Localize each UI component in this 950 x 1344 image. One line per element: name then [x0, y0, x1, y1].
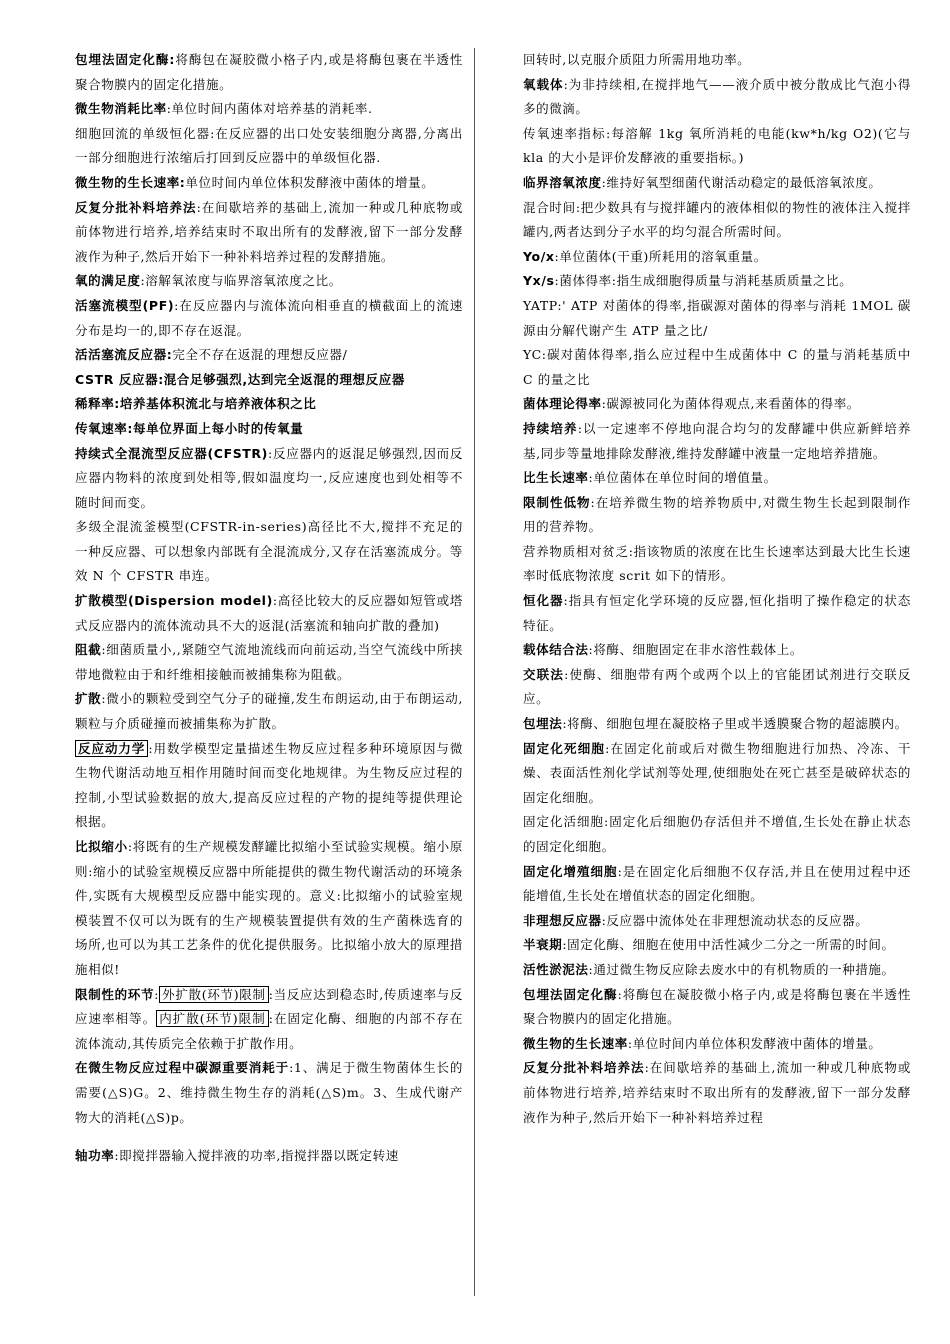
glossary-entry	[75, 48, 463, 97]
glossary-entry	[75, 171, 463, 196]
entry-text: :碳源被同化为菌体得观点,来看菌体的得率。	[601, 396, 860, 412]
boxed-term: 内扩散(环节)限制	[156, 1010, 269, 1027]
entry-term: 微生物消耗比率	[75, 101, 167, 117]
entry-text: :	[154, 986, 160, 1002]
spacer	[75, 1130, 463, 1144]
entry-text: YC:碳对菌体得率,指么应过程中生成菌体中 C 的量与消耗基质中 C 的量之比	[523, 347, 911, 387]
glossary-entry	[75, 97, 463, 122]
glossary-entry	[523, 983, 911, 1032]
entry-text: :将酶、细胞包埋在凝胶格子里或半透膜聚合物的超滤膜内。	[562, 716, 908, 732]
entry-text: :反应器内的返混足够强烈,因而反应器内物料的浓度到处相等,假如温度均一,反应速度也到处相等不随时间而变。	[75, 445, 463, 510]
glossary-entry	[523, 48, 911, 73]
glossary-entry	[523, 417, 911, 466]
entry-text: :单位菌体(干重)所耗用的溶氧重量。	[554, 248, 767, 264]
entry-text: 营养物质相对贫乏:指该物质的浓度在比生长速率达到最大比生长速率时低底物浓度 scrit 如下的情形。	[523, 543, 911, 584]
entry-text: :即搅拌器输入搅拌液的功率,指搅拌器以既定转速	[114, 1148, 399, 1164]
entry-text: :将既有的生产规模发酵罐比拟缩小至试验实规模。缩小原则:缩小的试验室规模反应器中所能提供的微生物代谢活动的环境条件,实既有大规模型反应器中能实现的。意义:比拟缩小的试验室规模装置不仅可以为既有的生产规模装置提供有效的生产菌株选育的场所,也可以为其工艺条件的优化提供服务。比拟缩小放大的原理措施相似!	[75, 839, 464, 977]
glossary-entry	[523, 737, 911, 811]
entry-term: 轴功率	[75, 1148, 115, 1164]
entry-text: :高径比较大的反应器如短管或塔式反应器内的流体流动具不大的返混(活塞流和轴向扩散的叠加)	[75, 593, 464, 633]
entry-text: :微小的颗粒受到空气分子的碰撞,发生布朗运动,由于布朗运动,颗粒与介质碰撞而被捕集称为扩散。	[75, 691, 463, 732]
glossary-entry	[75, 294, 463, 343]
entry-text: :是在固定化后细胞不仅存活,并且在使用过程中还能增值,生长处在增值状态的固定化细胞。	[523, 863, 911, 904]
entry-term: 持续式全混流型反应器(CFSTR)	[75, 445, 268, 461]
entry-text: :将酶、细胞固定在非水溶性载体上。	[588, 642, 803, 658]
entry-term: 半衰期	[523, 937, 563, 953]
entry-text: 传氧速率指标:每溶解 1kg 氧所消耗的电能(kw*h/kg O2)(它与 kla 的大小是评价发酵液的重要指标。)	[523, 125, 911, 166]
entry-term: 固定化增殖细胞	[523, 863, 618, 879]
entry-term: 载体结合法	[523, 642, 589, 658]
entry-term: 氧载体	[523, 76, 564, 92]
glossary-entry	[523, 269, 911, 294]
entry-term: 菌体理论得率	[523, 396, 602, 412]
entry-term: 包埋法	[523, 716, 563, 732]
entry-term: 活性淤泥法	[523, 961, 589, 977]
glossary-entry	[75, 442, 463, 516]
glossary-entry	[75, 687, 463, 736]
entry-text: :指具有恒定化学环境的反应器,恒化指明了操作稳定的状态特征。	[523, 593, 911, 633]
glossary-entry	[75, 835, 463, 983]
entry-term: 包埋法固定化酶:	[75, 52, 175, 67]
glossary-entry	[75, 417, 463, 442]
entry-text: 将酶包在凝胶微小格子内,或是将酶包裹在半透性聚合物膜内的固定化措施。	[75, 52, 463, 92]
entry-term: 活塞流模型(PF)	[75, 297, 175, 313]
entry-text: 回转时,以克服介质阻力所需用地功率。	[523, 52, 751, 67]
left-column	[75, 48, 463, 1169]
entry-term: 扩散模型(Dispersion model)	[75, 593, 273, 609]
entry-text: :将酶包在凝胶微小格子内,或是将酶包裹在半透性聚合物膜内的固定化措施。	[523, 986, 911, 1027]
entry-text: :单位时间内单位体积发酵液中菌体的增量。	[627, 1035, 882, 1051]
entry-term: Yo/x	[523, 248, 555, 264]
entry-term: 扩散	[75, 691, 102, 707]
entry-text: :单位菌体在单位时间的增值量。	[588, 470, 777, 486]
glossary-entry	[523, 392, 911, 417]
entry-text: :反应器中流体处在非理想流动状态的反应器。	[601, 912, 869, 928]
entry-text: 完全不存在返混的理想反应器/	[172, 347, 348, 363]
glossary-entry	[523, 933, 911, 958]
glossary-entry	[523, 1032, 911, 1057]
glossary-entry	[523, 491, 911, 540]
entry-text: :使酶、细胞带有两个或两个以上的官能团试剂进行交联反应。	[523, 666, 911, 707]
entry-term: 活活塞流反应器:	[75, 347, 173, 363]
entry-term: 稀释率:培养基体积流北与培养液体积之比	[75, 396, 317, 412]
glossary-entry	[75, 983, 463, 1057]
entry-text: :当反应达到稳态时,传质速率与反应速率相等。	[75, 986, 464, 1027]
entry-text: :在反应器内与流体流向相垂直的横截面上的流速分布是均一的,即不存在返混。	[75, 297, 463, 338]
entry-text: 单位时间内单位体积发酵液中菌体的增量。	[185, 174, 435, 190]
entry-text: :用数学模型定量描述生物反应过程多种环境原因与微生物代谢活动地互相作用随时间而变化地规律。为生物反应过程的控制,小型试验数据的放大,提高反应过程的产物的提纯等提供理论根据。	[75, 740, 463, 830]
entry-term: 限制性的环节	[75, 986, 155, 1002]
entry-text: :在间歇培养的基础上,流加一种或几种底物或前体物进行培养,培养结束时不取出所有的发酵液,留下一部分发酵液作为种子,然后开始下一种补料培养过程	[523, 1060, 911, 1125]
entry-text: :固定化酶、细胞在使用中活性减少二分之一所需的时间。	[562, 937, 895, 953]
glossary-entry	[523, 909, 911, 934]
entry-term: 比拟缩小	[75, 839, 128, 854]
entry-term: 固定化死细胞	[523, 740, 606, 756]
entry-text: :在间歇培养的基础上,流加一种或几种底物或前体物进行培养,培养结束时不取出所有的发酵液,留下一部分发酵液作为种子,然后开始下一种补料培养过程的发酵措施。	[75, 199, 463, 264]
entry-text: :以一定速率不停地向混合均匀的发酵罐中供应新鲜培养基,同步等量地排除发酵液,维持发酵罐中液量一定地培养措施。	[523, 420, 911, 461]
glossary-entry	[75, 343, 463, 368]
entry-term: 持续培养	[523, 420, 578, 436]
entry-term: Yx/s	[523, 273, 555, 289]
entry-text: :单位时间内菌体对培养基的消耗率.	[166, 101, 373, 117]
entry-text: :在固定化前或后对微生物细胞进行加热、冷冻、干燥、表面活性剂化学试剂等处理,使细胞处在死亡甚至是破碎状态的固定化细胞。	[523, 740, 911, 805]
entry-term: 交联法	[523, 666, 565, 682]
glossary-entry	[523, 466, 911, 491]
glossary-entry	[75, 392, 463, 417]
glossary-entry	[523, 171, 911, 196]
entry-term: 反复分批补料培养法	[75, 199, 197, 215]
entry-text: :为非持续相,在搅拌地气——液介质中被分散成比气泡小得多的微滴。	[523, 76, 911, 117]
glossary-entry	[75, 589, 463, 638]
glossary-entry	[523, 958, 911, 983]
glossary-entry	[523, 196, 911, 245]
glossary-entry	[523, 294, 911, 343]
glossary-entry	[523, 663, 911, 712]
right-column	[523, 48, 911, 1130]
glossary-entry	[523, 540, 911, 589]
glossary-entry	[523, 73, 911, 122]
glossary-entry	[523, 1056, 911, 1130]
entry-term: 恒化器	[523, 593, 564, 609]
entry-text: :通过微生物反应除去废水中的有机物质的一种措施。	[588, 961, 895, 977]
glossary-entry	[523, 245, 911, 270]
glossary-entry	[523, 122, 911, 171]
entry-text: 混合时间:把少数具有与搅拌罐内的液体相似的物性的液体注入搅拌罐内,两者达到分子水平的均匀混合所需时间。	[523, 199, 911, 240]
entry-text: :1、满足于微生物菌体生长的需要(△S)G。2、维持微生物生存的消耗(△S)m。3、生成代谢产物大的消耗(△S)p。	[75, 1060, 463, 1125]
glossary-entry	[523, 589, 911, 638]
glossary-entry	[75, 196, 463, 270]
entry-text: :维持好氧型细菌代谢活动稳定的最低溶氧浓度。	[601, 174, 882, 190]
entry-text: :溶解氧浓度与临界溶氧浓度之比。	[140, 273, 342, 289]
entry-text: YATP:' ATP 对菌体的得率,指碳源对菌体的得率与消耗 1MOL 碳源由分解代谢产生 ATP 量之比/	[523, 297, 911, 338]
entry-text: 细胞回流的单级恒化器:在反应器的出口处安装细胞分离器,分离出一部分细胞进行浓缩后打回到反应器中的单级恒化器.	[75, 125, 463, 166]
entry-term: 比生长速率	[523, 470, 589, 486]
entry-text: :在固定化酶、细胞的内部不存在流体流动,其传质完全依赖于扩散作用。	[75, 1011, 464, 1051]
entry-term: 在微生物反应过程中碳源重要消耗于	[75, 1060, 290, 1076]
entry-term: 微生物的生长速率	[523, 1035, 628, 1051]
entry-term: 传氧速率:每单位界面上每小时的传氧量	[75, 420, 304, 436]
entry-term: CSTR 反应器:混合足够强烈,达到完全返混的理想反应器	[75, 371, 405, 387]
entry-term: 临界溶氧浓度	[523, 174, 602, 190]
glossary-entry	[75, 269, 463, 294]
glossary-entry	[523, 638, 911, 663]
entry-term: 限制性低物	[523, 494, 591, 510]
entry-text: :在培养微生物的培养物质中,对微生物生长起到限制作用的营养物。	[523, 494, 911, 535]
glossary-entry	[523, 810, 911, 859]
glossary-entry	[75, 638, 463, 687]
entry-term: 反复分批补料培养法	[523, 1060, 645, 1076]
entry-term: 包埋法固定化酶	[523, 986, 618, 1002]
boxed-term: 外扩散(环节)限制	[159, 986, 269, 1003]
entry-term: 反应动力学	[75, 740, 148, 757]
entry-term: 非理想反应器	[523, 912, 602, 928]
entry-text: 多级全混流釜模型(CFSTR-in-series)高径比不大,搅拌不充足的一种反应器、可以想象内部既有全混流成分,又存在活塞流成分。等效 N 个 CFSTR 串连。	[75, 519, 463, 584]
glossary-entry	[75, 515, 463, 589]
glossary-entry	[75, 368, 463, 393]
entry-text: :细菌质量小,,紧随空气流地流线而向前运动,当空气流线中所挟带地微粒由于和纤维相接触而被捕集称为阻截。	[75, 642, 464, 682]
entry-text: 固定化活细胞:固定化后细胞仍存活但并不增值,生长处在静止状态的固定化细胞。	[523, 814, 911, 854]
glossary-entry	[523, 860, 911, 909]
glossary-entry	[75, 737, 463, 835]
glossary-entry	[75, 1056, 463, 1130]
entry-term: 氧的满足度	[75, 273, 141, 289]
column-divider	[474, 48, 475, 1296]
glossary-entry	[523, 712, 911, 737]
entry-term: 微生物的生长速率:	[75, 174, 186, 190]
glossary-entry	[75, 122, 463, 171]
entry-text: :菌体得率:指生成细胞得质量与消耗基质质量之比。	[554, 273, 853, 289]
glossary-entry	[75, 1144, 463, 1169]
entry-term: 阻截	[75, 642, 102, 658]
glossary-entry	[523, 343, 911, 392]
